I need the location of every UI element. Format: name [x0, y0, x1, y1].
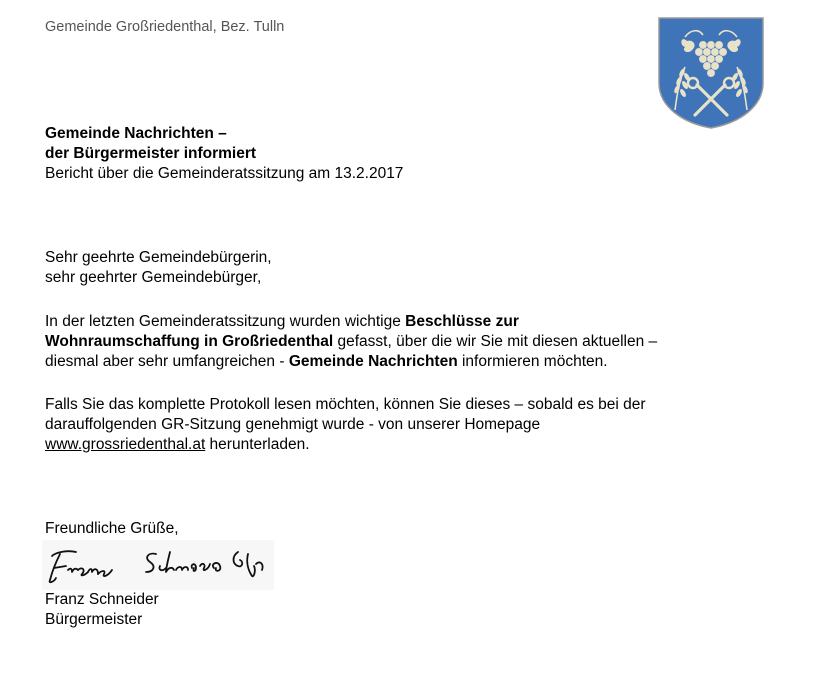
report-subtitle: Bericht über die Gemeinderatssitzung am 13.2.2017: [45, 165, 404, 182]
letter-title: [45, 124, 403, 184]
paragraph-line: [45, 332, 775, 352]
greeting-line-1: Sehr geehrte Gemeindebürgerin,: [45, 249, 272, 266]
paragraph-decisions: [45, 312, 775, 372]
emphasis-text: Beschlüsse zur: [405, 313, 519, 330]
title-line-1: Gemeinde Nachrichten –: [45, 125, 227, 142]
signer-role: Bürgermeister: [45, 611, 143, 628]
closing-salutation: [45, 519, 775, 539]
paragraph-line: [45, 312, 775, 332]
paragraph-line: [45, 352, 775, 372]
paragraph-text: diesmal aber sehr umfangreichen -: [45, 353, 289, 370]
emphasis-text: Wohnraumschaffung in Großriedenthal: [45, 333, 334, 350]
homepage-link[interactable]: www.grossriedenthal.at: [45, 436, 206, 453]
emphasis-text: Gemeinde Nachrichten: [288, 353, 458, 370]
paragraph-text: informieren möchten.: [457, 353, 608, 370]
greeting: [45, 248, 775, 288]
greeting-line-2: sehr geehrter Gemeindebürger,: [45, 269, 262, 286]
coat-of-arms-icon: [655, 15, 767, 130]
paragraph-protocol: [45, 395, 775, 455]
signer-block: [45, 590, 775, 630]
signer-name: Franz Schneider: [45, 591, 159, 608]
handwritten-signature: [42, 540, 274, 590]
paragraph-line: [45, 435, 775, 455]
paragraph-text: herunterladen.: [205, 436, 310, 453]
title-line-2: der Bürgermeister informiert: [45, 145, 257, 162]
paragraph-text: gefasst, über die wir Sie mit diesen aktuellen –: [333, 333, 658, 350]
municipality-header: Gemeinde Großriedenthal, Bez. Tulln: [45, 19, 285, 35]
paragraph-text: In der letzten Gemeinderatssitzung wurden wichtige: [45, 313, 406, 330]
paragraph-line: Falls Sie das komplette Protokoll lesen möchten, können Sie dieses – sobald es bei der: [45, 396, 646, 413]
salutation-text: Freundliche Grüße,: [45, 520, 179, 537]
paragraph-line: darauffolgenden GR-Sitzung genehmigt wurde - von unserer Homepage: [45, 416, 541, 433]
